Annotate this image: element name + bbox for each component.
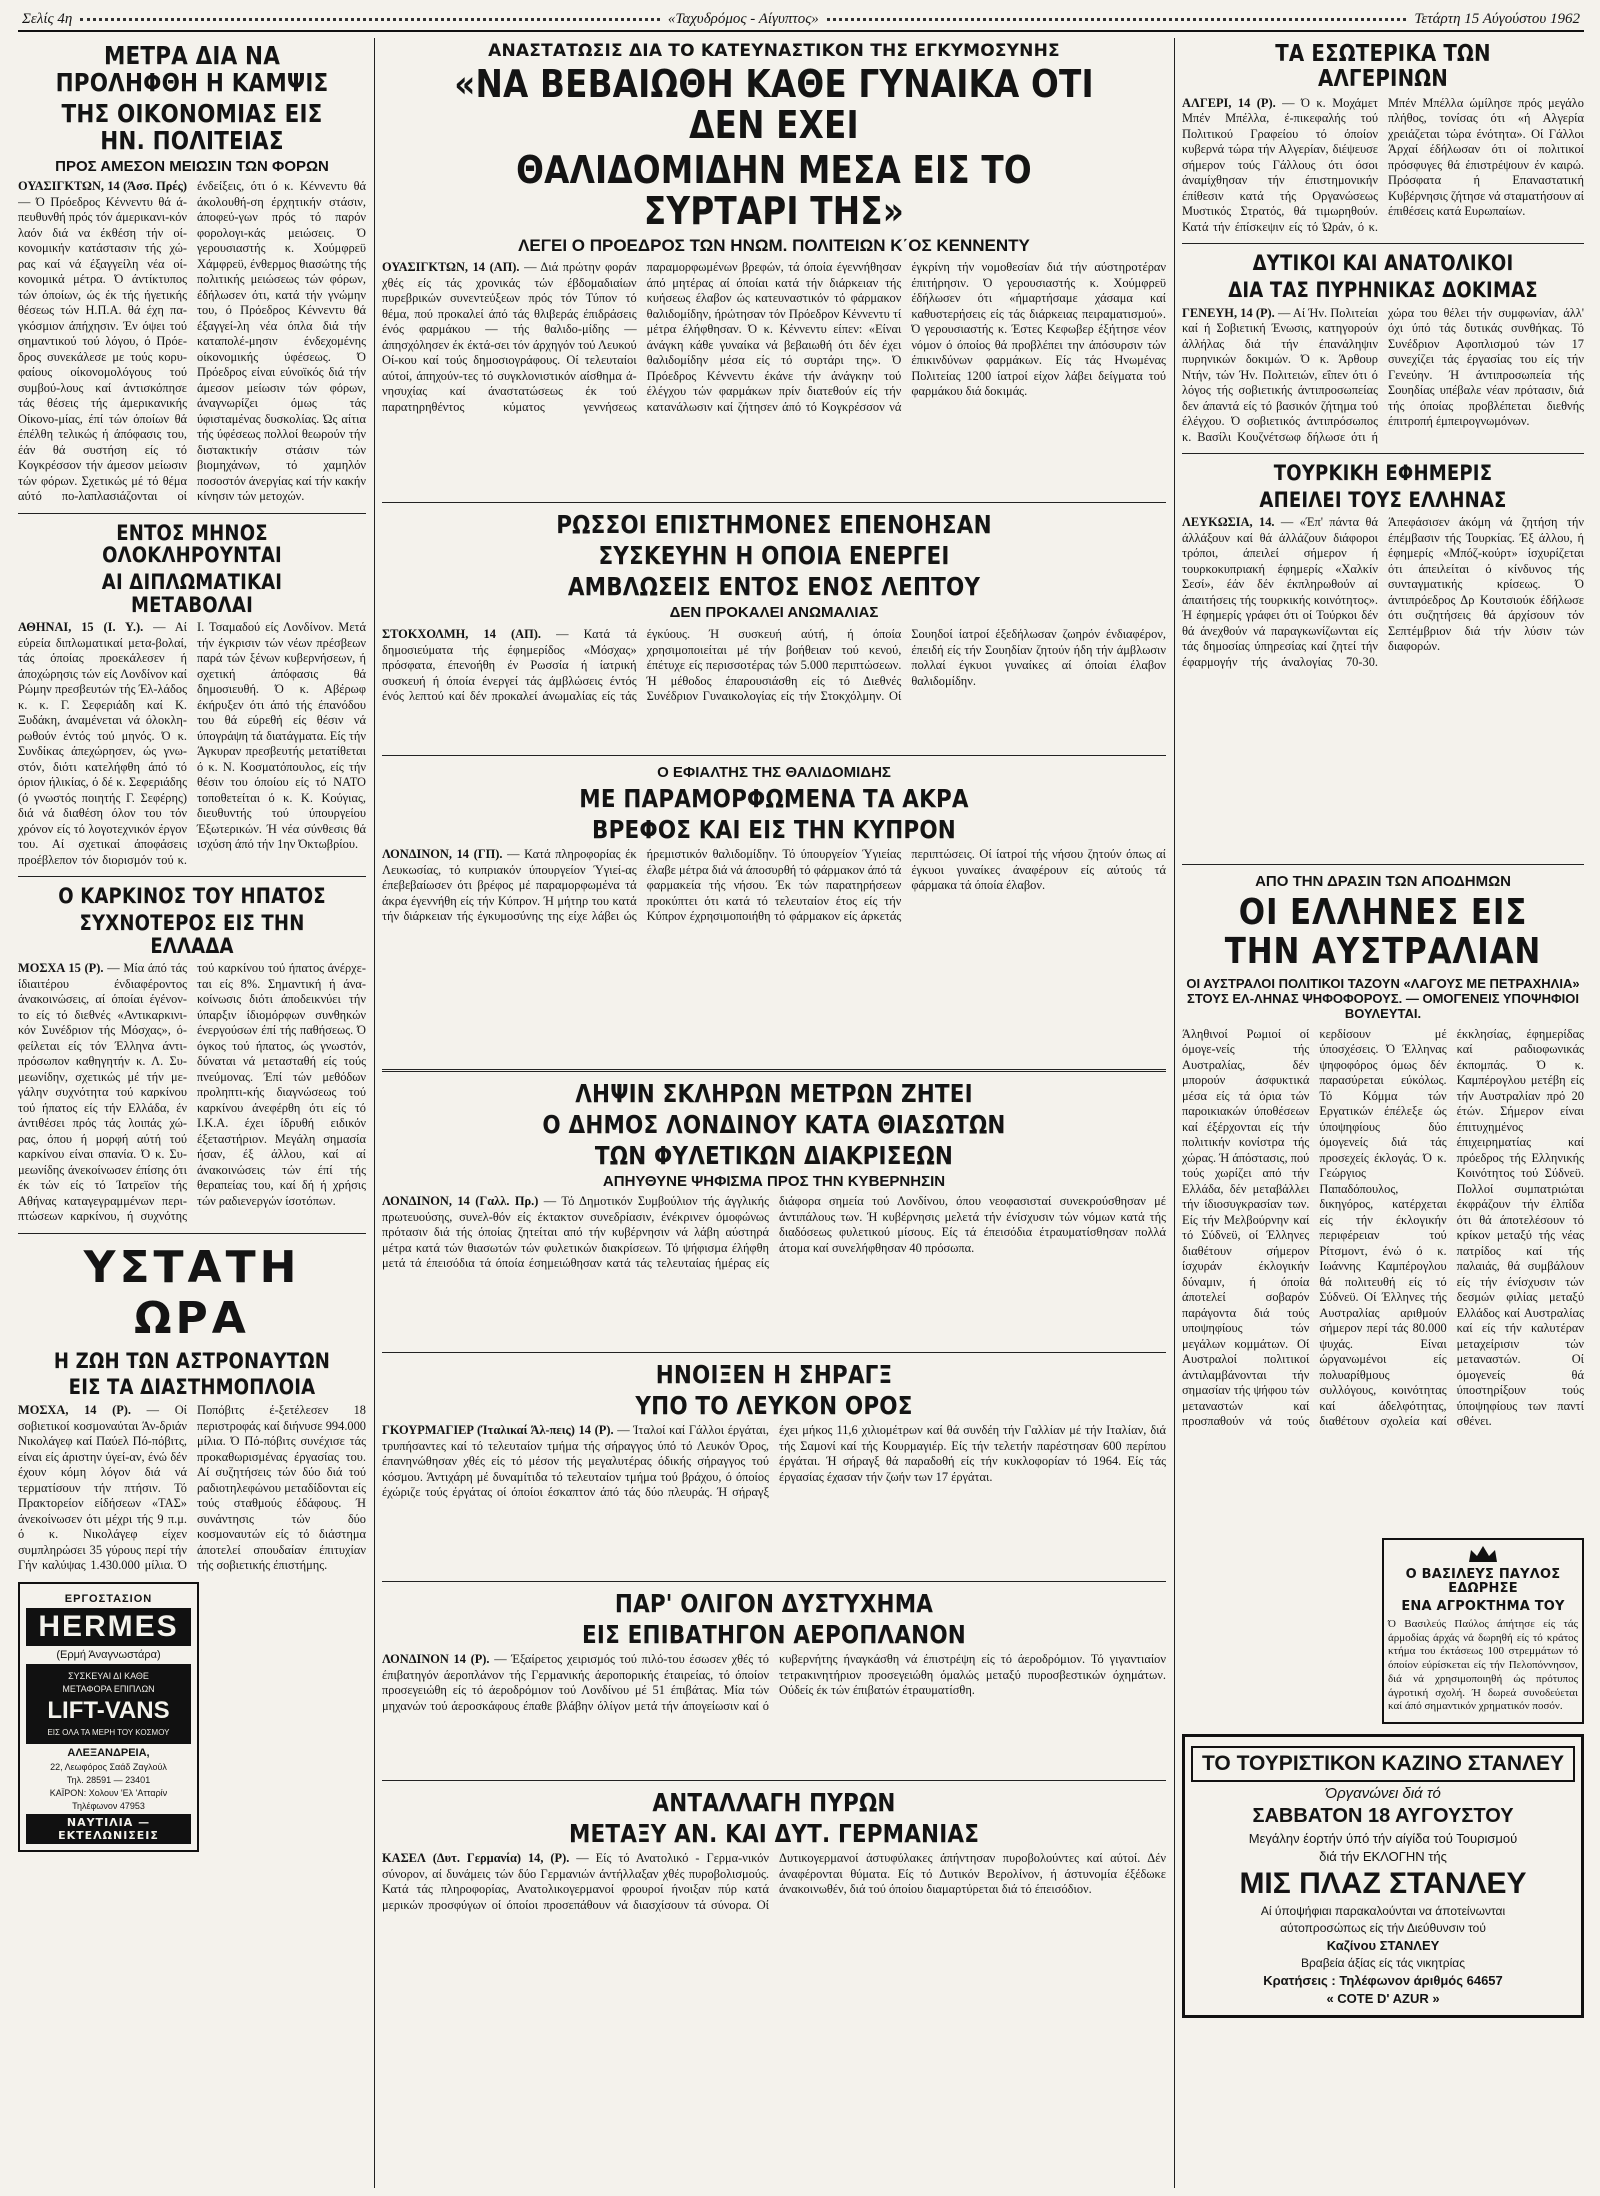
ad-address: ΚΑΪΡΟΝ: Χολουν 'Ελ 'Ατταρίν: [49, 1787, 168, 1798]
article-text: — Διά πρώτην φοράν χθές είς τάς χρονικάς τών έβδομαδιαίων πυρεβρικών συνεντεύξεων πρός τόν Τύπον τό θέμα, πού προκαλεί άπό τάς θλιβεράς έπιδράσεις ένός φαρμάκου — τής θαλιδο-μίδης — άπησχόλησεν έκ έκτά-σει τόν άρχηγόν τού Λευκού Οί-κου καί τούς δημοσιογράφους. Οί τελευταίοι αύτοί, άπηχούν-τες τό συγκλονιστικόν αίσθημα ά-νησυχίας καί άναστατώσεως έκ τού παρατηρηθέντος κύματος γεννήσεως παραμορφωμένων βρεφών, τά όποία έγεννήθησαν άπό μητέρας αί όποίαι κατά τήν διάρκειαν τής κυήσεως έλαβον ώς κατευναστικόν τό φάρμακον θαλιδομίδην, ήρώτησαν τόν Πρόεδρον Κέννεντυ τί μέτρα έλήφθησαν. Ό κ. Κέννεντυ είπεν: «Είναι άνάγκη κάθε γυναίκα νά βεβαιωθή ότι δέν έχει θαλιδομίδην μέσα είς τό συρτάρι της». Ό Πρόεδρος Κέννεντυ έκάνε τήν άνάγκην τού έλέγχου τών φαρμάκων πρίν διατεθούν είς τήν κατανάλωσιν καί ζήτησεν άπό τό Κογκρέσσον νά έγκρίνη τήν νομοθεσίαν διά τήν αύστηροτέραν έπιτήρησιν. Ό γερουσιαστής κ. Χούμφρεϋ έδήλωσεν ότι «ήμαρτήσαμε χάσαμα καί καθυστερήσεις είς τάς διάρκειας πειραματισμού». Ό γερουσιαστής κ. Έστες Κεφωβερ έξήτησε νέον νόμον ό όποίος θά προβλέπει την άπόσυρσιν τών έπικινδύνων φαρμάκων. Είς τάς Ηνωμένας Πολιτείας 1200 ίατροί είχον λάβει δείγματα τού φαρμάκου διά δοκιμάς.: [382, 260, 1166, 414]
masthead: [18, 8, 1584, 32]
headline: ΒΡΕΦΟΣ ΚΑΙ ΕΙΣ ΤΗΝ ΚΥΠΡΟΝ: [592, 815, 956, 845]
article-body: [18, 620, 366, 868]
article-germany-fire: [382, 1789, 1166, 1913]
divider: [18, 876, 366, 877]
divider: [382, 1780, 1166, 1781]
ad-event-name: ΜΙΣ ΠΛΑΖ ΣΤΑΝΛΕΥ: [1239, 1867, 1527, 1901]
column-center: [382, 38, 1166, 2188]
headline: Η ΖΩΗ ΤΩΝ ΑΣΤΡΟΝΑΥΤΩΝ: [53, 1348, 331, 1373]
article-text: — Τό Δημοτικόν Συμβούλιον τής άγγλικής πρωτευούσης, συνελ-θόν είς έκτακτον συνεδρίασιν, ένέκρινεν όμοφώνως πρότασιν διά τής όποίας ζητείται από τήν κυβέρνησιν νά λάβη αύστηρά μέτρα κατά τών θιασωτών τών φυλετικών διακρίσεων. Τό ψήφισμα έλήφθη μετά τά έπεισόδια τά όποία έσημειώθησαν κατά τάς τελευταίας ήμέρας είς διάφορα σημεία τού Λονδίνου, όπου νεοφασισταί συνεκρούσθησαν μέ άντιπάλους των. Ή κυβέρνησις μελετά τήν ένίσχυσιν τών νόμων κατά τής διαδόσεως φυλετικού μίσους. Είς τά έπεισόδια έτραυματίσθησαν πολλά άτομα καί συνελήφθησαν 40 πρόσωπα.: [382, 1194, 1166, 1271]
article-cancer: [18, 885, 366, 1225]
article-algeria: [1182, 42, 1584, 235]
article-cyprus-baby: [382, 764, 1166, 1061]
article-text: — Ίταλοί καί Γάλλοι έργάται, τρυπήσαντες καί τό τελευταίον τμήμα τής σήραγγος ύπό τό Λευκόν Όρος, έπανηνώθησαν χθές είς τό μέσον τής μεγαλυτέρας όδικής σήραγγος τού κόσμου. Άντιχάρη μέ δυναμίτιδα τό τελευταίον τμήμα τού βράχου, ό όποίος έχώριζε τούς έργάτας οί όποίοι έσκαπτον άπό τάς δύο πλευράς. Ή σήραγξ έχει μήκος 11,6 χιλιομέτρων καί θά συνδέη τήν Γαλλίαν μέ τήν Ιταλίαν, διά τής Σαμονί καί τής Κουρμαγιέρ. Είς τήν τελετήν παρέστησαν 600 περίπου έργάται. Ή σήραγξ θά παραδοθή είς τήν κυκλοφορίαν τό 1964. Είς τάς έργασίας έχασαν τήν ζωήν των 17 έργάται.: [382, 1423, 1166, 1500]
ad-text: Αί ύποψήφιαι παρακαλούνται να άποτείνωνται: [1260, 1904, 1506, 1919]
divider: [18, 513, 366, 514]
headline: ΜΕ ΠΑΡΑΜΟΡΦΩΜΕΝΑ ΤΑ ΑΚΡΑ: [579, 784, 969, 814]
article-economy: [18, 42, 366, 505]
ad-address: Τηλέφωνον 47953: [72, 1800, 145, 1811]
headline: ΗΝΟΙΞΕΝ Η ΣΗΡΑΓΞ: [655, 1360, 893, 1390]
headline: ΤΩΝ ΦΥΛΕΤΙΚΩΝ ΔΙΑΚΡΙΣΕΩΝ: [594, 1141, 954, 1171]
ad-address: 22, Λεωφόρος Σαάδ Ζαγλούλ: [50, 1761, 167, 1772]
article-text: Άληθινοί Ρωμιοί οί όμογε-νείς τής Αυστραλίας, δέν μπορούν άσφυκτικά μέσα είς τά όρια τών παροικιακών ύποθέσεων καί έξέρχονται είς τήν πολιτικήν κονίστρα τής χώρας. Ή άπόστασις, πού τούς χωρίζει από τήν Ελλάδα, δέν μεταβάλλει τήν ίδιοσυγκρασίαν των. Είς τήν Μελβούρνην καί τό Σύδνεϋ, οί Έλληνες διαθέτουν σήμερον ίσχυράν έκλογικήν δύναμιν, ή όποία άποτελεί σοβαρόν παράγοντα διά τούς υποψηφίους τών μεγάλων κομμάτων. Οί Αυστραλοί πολιτικοί άντιλαμβάνονται τήν σημασίαν τής ψήφου τών μεταναστών καί προσπαθούν νά τούς κερδίσουν μέ ύποσχέσεις. Ό Έλληνας ψηφοφόρος όμως δέν παρασύρεται εύκόλως. Τό Κόμμα τών Εργατικών έπέλεξε ώς ύποψηφίους δύο όμογενείς διά τάς προσεχείς έκλογάς. Ό κ. Γεώργιος Παπαδόπουλος, δικηγόρος, κατέρχεται είς τήν έκλογικήν περιφέρειαν τού Ρίτσμοντ, ένώ ό κ. Ιωάννης Καμπέρογλου θά πολιτευθή είς τό Σύδνεϋ. Οί Έλληνες τής Αυστραλίας αριθμούν σήμερον περί τάς 80.000 ψυχάς. Είναι ώργανωμένοι είς πολυαρίθμους συλλόγους, κοινότητας καί άδελφότητας, διαθέτουν σχολεία καί έκκλησίας, έφημερίδας καί ραδιοφωνικάς έκπομπάς. Ό κ. Καμπέρογλου μετέβη είς τήν Αυστραλίαν πρό 20 έτών. Σήμερον είναι έπιτυχημένος έπιχειρηματίας καί πρόεδρος τής Ελληνικής Κοινότητος τού Σύδνεϋ. Πολλοί συμπατριώται έκφράζουν τήν έλπίδα ότι θά άποτελέσουν τό κρίκον μεταξύ τής νέας πατρίδος καί τής παλαιάς, θά συμβάλουν είς τήν ένίσχυσιν τών δεσμών φιλίας μεταξύ Ελλάδος καί Αυστραλίας καί είς τήν καλυτέραν μεταχείρισιν τών μεταναστών. Οί όμογενείς θά ύποστηρίξουν τούς ύποψηφίους των παντί σθένει.: [1182, 1026, 1584, 1429]
dateline: ΜΟΣΧΑ, 14 (Ρ).: [18, 1403, 132, 1418]
headline: ΑΠΕΙΛΕΙ ΤΟΥΣ ΕΛΛΗΝΑΣ: [1259, 487, 1507, 512]
divider: [382, 1352, 1166, 1353]
article-body: [1182, 306, 1584, 446]
article-text: — Οί σοβιετικοί κοσμοναύται Άν-δριάν Νικολάγεφ καί Παύελ Πό-πόβιτς, είναι είς άριστην ύγεί-αν, ένώ δέν έχουν κόμη λόγον διά νά τερματίσουν τήν πτήσιν. Τό Πρακτορείον είδήσεων «ΤΑΣ» άνεκοίνωσεν ότι μέχρι τής 9 π.μ. ό κ. Νικολάγεφ είχεν συμπληρώσει 35 γύρους περί τήν Γήν καλύψας 1.430.000 μίλια. Ό Ποπόβιτς έ-ξετέλεσεν 18 περιστροφάς καί διήνυσε 994.000 μίλια. Ό Πό-πόβιτς συνέχισε τάς προκαθωρισμένας έργασίας του. Αί συζητήσεις τών δύο διά τού ραδιοτηλεφώνου μεταδίδονται είς τούς σταθμούς έδάφους. Ή συνάντησις τών δύο κοσμοναυτών είς τό διάστημα άποτελεί σπουδαίαν έπιτυχίαν τής σοβιετικής έπιστήμης.: [18, 1403, 366, 1573]
dateline: ΛΟΝΔΙΝΟΝ, 14 (Γαλλ. Πρ.): [382, 1194, 539, 1209]
dateline: ΜΟΣΧΑ 15 (Ρ).: [18, 961, 104, 976]
headline: ΜΕΤΡΑ ΔΙΑ ΝΑ ΠΡΟΛΗΦΘΗ Η ΚΑΜΨΙΣ: [55, 41, 329, 97]
advertisement-casino: [1182, 1734, 1584, 2018]
dateline: ΑΘΗΝΑΙ, 15 (Ι. Υ.).: [18, 620, 144, 635]
headline: ΣΥΧΝΟΤΕΡΟΣ ΕΙΣ ΤΗΝ ΕΛΛΑΔΑ: [79, 910, 305, 958]
article-body: [1182, 96, 1584, 236]
headline: ΕΝΤΟΣ ΜΗΝΟΣ ΟΛΟΚΛΗΡΟΥΝΤΑΙ: [102, 520, 282, 568]
headline: ΥΠΟ ΤΟ ΛΕΥΚΟΝ ΟΡΟΣ: [635, 1391, 913, 1421]
ad-brand-secondary: LIFT-VANS: [47, 1696, 170, 1724]
ad-venue: « COTE D' AZUR »: [1326, 1991, 1440, 2007]
masthead-rule: [80, 18, 660, 21]
article-body: [18, 1403, 366, 1574]
subheadline: ΔΕΝ ΠΡΟΚΑΛΕΙ ΑΝΩΜΑΛΙΑΣ: [669, 604, 879, 622]
headline: ΘΑΛΙΔΟΜΙΔΗΝ ΜΕΣΑ ΕΙΣ ΤΟ ΣΥΡΤΑΡΙ ΤΗΣ»: [516, 148, 1032, 234]
ad-text: αύτοπροσώπως είς τήν Διεύθυνσιν τού: [1280, 1921, 1486, 1936]
article-airplane: [382, 1590, 1166, 1772]
article-london-racism: [382, 1080, 1166, 1344]
kicker: ΑΠΟ ΤΗΝ ΔΡΑΣΙΝ ΤΩΝ ΑΠΟΔΗΜΩΝ: [1255, 873, 1511, 890]
divider: [382, 502, 1166, 503]
divider: [1182, 453, 1584, 454]
headline: «ΝΑ ΒΕΒΑΙΩΘΗ ΚΑΘΕ ΓΥΝΑΙΚΑ ΟΤΙ ΔΕΝ ΕΧΕΙ: [454, 62, 1094, 148]
headline: ΕΝΑ ΑΓΡΟΚΤΗΜΑ ΤΟΥ: [1401, 1598, 1565, 1614]
dateline: ΓΕΝΕΥΗ, 14 (Ρ).: [1182, 305, 1275, 320]
article-text: — Αί εύρεία διπλωματικαί μετα-βολαί, τάς όποίας προεκάλεσεν ή άποχώρησις τών είς Λονδίνον καί Ρώμην πρεσβευτών τής Έλ-λάδος κ. κ. Γ. Σεφεριάδη καί Κ. Ξυδάκη, άναμένεται νά όλοκλη-ρωθούν έντός τού μηνός. Ό κ. Συνδίκας άπεχώρησεν, ώς γνω-στόν, διότι κατελήφθη άπό τό όριον ήλικίας, ό δέ κ. Σεφεριάδης (ό γνωστός ποιητής Γ. Σεφέρης) διά νά διαθέση όλον του τόν χρόνον είς τό λογοτεχνικόν έργον του. Αί σχετικαί άποφάσεις προέβλεπον τόν διορισμόν τού κ. Ι. Τσαμαδού είς Λονδίνον. Μετά τήν έγκρισιν τών νέων πρέσβεων παρά τών ξένων κυβερνήσεων, ή σχετική άπόφασις θά δημοσιευθή. Ό κ. Αβέρωφ έκήρυξεν ότι άπό τής έπανόδου του θά εύρεθή είς θέσιν νά ύπογράψη τά διατάγματα. Είς τήν Άγκυραν πρεσβευτής μετατίθεται ό κ. Ν. Κοσματόπουλος, είς τήν θέσιν του όποίου είς τό ΝΑΤΟ τοποθετείται ό κ. Κ. Κούγιας, διευθυντής τού ύπουργείου Έξωτερικών. Ή νέα σύνθεσις θά ισχύση άπό τήν 1ην Όκτωβρίου.: [18, 620, 366, 867]
article-soviet-device: [382, 511, 1166, 621]
article-text: — Αί Ήν. Πολιτείαι καί ή Σοβιετική Ένωσις, κατηγορούν άλλήλας διά τήν έπανάληψιν πυρηνικών δοκιμών. Ό κ. Άρθουρ Ντήν, τών Ήν. Πολιτειών, εΐπεν ότι ό λόγος τής σοβιετικής άντιπροσωπείας δεν άπαντά είς τό βασικόν ζήτημα τού έλέγχου. Ό σοβιετικός άντιπρόσωπος κ. Βασίλι Κουζνέτσωφ δήλωσε ότι ή χώρα του θέλει τήν συμφωνίαν, άλλ' όχι ύπό τάς δυτικάς συνθήκας. Τό Συνέδριον Αφοπλισμού τών 17 συνεχίζει τάς έργασίας του είς τήν Γενεύην. Ή άντιπροσωπεία τής Σουηδίας υπέβαλε νέαν πρότασιν, διά τής όποίας προβλέπεται διεθνής έπιτροπή έμπειρογνωμόνων.: [1182, 305, 1584, 444]
headline: ΜΕΤΑΞΥ ΑΝ. ΚΑΙ ΔΥΤ. ΓΕΡΜΑΝΙΑΣ: [568, 1819, 980, 1849]
section-title: ΥΣΤΑΤΗ ΩΡΑ: [83, 1241, 301, 1344]
article-text: — Κατά τά δημοσιεύματα τής έφημερίδος «Μόσχας» πρόσφατα, έπενοήθη έν Ρωσσία ή ίατρική συσκευή ή όποία ένεργεί τάς άμβλώσεις έντός ένός λεπτού καί δέν προκαλεί άνωμαλίας είς τάς έγκύους. Ή συσκευή αύτή, ή όποία χρησιμοποιείται μέ τήν βοήθειαν τού κενού, έπέτυχε είς περισσοτέρας τών 5.000 περιπτώσεων. Ή μέθοδος έπαρουσιάσθη είς τό Διεθνές Συνέδριον Γυναικολογίας είς τήν Στοκχόλμην. Οί Σουηδοί ίατροί έξεδήλωσαν ζωηρόν ένδιαφέρον, έπειδή είς τήν Σουηδίαν ζητούν ήδη τήν άμβλωσιν πολλαί έγκυοι γυναίκες αί όποίαι έλαβον θαλιδομίδην.: [382, 627, 1166, 704]
row-left: [382, 494, 1166, 627]
ad-city: ΑΛΕΞΑΝΔΡΕΙΑ,: [67, 1746, 150, 1759]
article-body: [18, 179, 366, 505]
article-nuclear-tests: [1182, 252, 1584, 445]
headline: ΤΟΥΡΚΙΚΗ ΕΦΗΜΕΡΙΣ: [1273, 461, 1493, 485]
advertisement-hermes: [18, 1582, 199, 1852]
ad-text: ΜΕΤΑΦΟΡΑ ΕΠΙΠΛΩΝ: [62, 1683, 155, 1694]
ad-dark-panel: [26, 1664, 191, 1744]
divider: [382, 1069, 1166, 1072]
column-rule: [374, 38, 375, 2188]
ad-text: Μεγάλην έορτήν ύπό τήν αίγίδα τού Τουρισμού: [1248, 1831, 1518, 1847]
columns: [18, 38, 1584, 2188]
ad-phone: Κρατήσεις : Τηλέφωνον άριθμός 64657: [1263, 1973, 1503, 1989]
headline: Ο ΔΗΜΟΣ ΛΟΝΔΙΝΟΥ ΚΑΤΑ ΘΙΑΣΩΤΩΝ: [542, 1110, 1006, 1140]
article-body: [382, 847, 1166, 1061]
article-body: [382, 1194, 1166, 1344]
newspaper-page: [18, 8, 1584, 2188]
article-text: — Κατά πληροφορίας έκ Λευκωσίας, τό κυπριακόν ύπουργείον Ύγιεί-ας έπεβεβαίωσεν ότι βρέφος μέ παραμορφωμένα τά άκρα έγεννήθη είς τήν Κύπρον. Ή μήτηρ του κατά τήν διάρκειαν τής έγκυμοσύνης της είχε λάβει ώς ήρεμιστικόν θαλιδομίδην. Τό ύπουργείον Ύγιείας έλαβε μέτρα διά νά άποσυρθή τό φάρμακον άπό τά φαρμακεία τής νήσου. Έκ τών παρατηρήσεων προκύπτει ότι κατά τό τελευταίον έτος είς τήν Κύπρον έχρησιμοποιήθη τό φάρμακον είς άρκετάς περιπτώσεις. Οί ίατροί τής νήσου ζητούν όπως αί έγκυοι γυναίκες άναφέρουν είς αύτούς τά φάρμακα τά όποία έλαβον.: [382, 847, 1166, 924]
ad-text: Βραβεία άξίας είς τάς νικητρίας: [1300, 1956, 1466, 1971]
divider: [18, 1233, 366, 1234]
crown-icon: [1467, 1544, 1499, 1564]
ad-title: ΤΟ ΤΟΥΡΙΣΤΙΚΟΝ ΚΑΖΙΝΟ ΣΤΑΝΛΕΥ: [1191, 1746, 1575, 1782]
ad-text: ΕΙΣ ΟΛΑ ΤΑ ΜΕΡΗ ΤΟΥ ΚΟΣΜΟΥ: [47, 1727, 170, 1737]
headline: ΠΑΡ' ΟΛΙΓΟΝ ΔΥΣΤΥΧΗΜΑ: [614, 1589, 934, 1619]
headline: Ο ΚΑΡΚΙΝΟΣ ΤΟΥ ΗΠΑΤΟΣ: [58, 884, 326, 909]
dateline: ΓΚΟΥΡΜΑΓΙΕΡ (Ίταλικαί Άλ-πεις) 14 (Ρ).: [382, 1423, 614, 1438]
row-split: [382, 494, 1166, 627]
article-body: [1182, 1027, 1584, 1532]
article-text: — Είς τό Ανατολικό - Γερμα-νικόν σύνορον, αί δυνάμεις τών δύο Γερμανιών άντήλλαξαν χθές πυροβολισμούς. Κατά τάς πληροφορίας, Ανατολικογερμανοί φρουροί ήνοιξαν πύρ κατά μερικών προσφύγων οί όποίοι προσεπάθουν νά διασχίσουν τά σύνορα. Οί Δυτικογερμανοί άστυφύλακες άπήντησαν πυροβολούντες καί αύτοί. Δέν άναφέρονται θύματα. Είς τό Δυτικόν Βερολίνον, ή άστυνομία έξέδωκε άνακοινωθέν, διά τού όποίου διαμαρτύρεται διά τό έπεισόδιον.: [382, 1851, 1166, 1912]
article-text: — Μία άπό τάς ίδιαιτέρου ένδιαφέροντος άνακοινώσεις, αί όποίαι έγένον-το είς τό διεθνές «Αντικαρκινι-κόν Συνέδριον τής Μόσχας», ό-φείλεται είς τόν Έλληνα άντι-πρόσωπον καθηγητήν κ. Λ. Συ-μεωνίδην, σχετικώς μέ τήν με-γάλην συχνότητα τού καρκίνου τού ήπατος είς τήν Ελλάδα, έν άντιθέσει πρός τάς λοιπάς χώ-ρας, όπου ή μορφή αύτή τού καρκίνου είναι σπανία. Ό κ. Συ-μεωνίδης άνεκοίνωσεν έπίσης ότι έκ τών είς τό Ίατρεϊον τής Αθήνας καταγεγραμμένων περι-πτώσεων καρκίνου, ή συχνότης τού καρκίνου τού ήπατος άνέρχε-ται είς 8%. Σημαντική ή άνα-κοίνωσις διότι άποδεικνύει τήν ύπαρξιν ίδιομόρφων συνθηκών ένεργούσων έπί τής παθήσεως. Ό όγκος τού ήπατος, ώς γνωστόν, δύναται νά μετασταθή είς τούς πνεύμονας. Έπί τών μεθόδων προληπτι-κής διαγνώσεως τού καρκίνου άνεφέρθη ότι είς τό I.K.A. έχει ίδρυθή ειδικόν έξεταστήριον. Μεγάλη σημασία ήσαν, έξ άλλου, καί αί άνακοινώσεις τών έπί τής θεραπείας του, καί δή ή χρήσις τών ραδιενεργών ίσοτόπων.: [18, 961, 366, 1224]
subheadline: ΛΕΓΕΙ Ο ΠΡΟΕΔΡΟΣ ΤΩΝ ΗΝΩΜ. ΠΟΛΙΤΕΙΩΝ Κ΄ΟΣ ΚΕΝΝΕΝΤΥ: [518, 236, 1030, 256]
article-australia: [1182, 864, 1584, 2018]
article-text: — Ό Πρόεδρος Κέννεντυ θά ά-πευθυνθή πρός τόν άμερικανι-κόν λαόν διά να έκθέση τήν οί-κονομικήν κατάστασιν τής χώ-ρας καί νά έξαγγείλη νέα οί-κονομικά μέτρα. Ό άντίκτυπος τών όποίων, ώς έκ τής ήγετικής θέσεως τών Η.Π.Α. θά έχη πα-γκόσμιον άπήχησιν. Έν όψει τού σημαντικού τού λόγου, ό Πρόε-δρος συνεκάλεσε με τούς κορυ-φαίους οίκονομολόγους τού συμβού-λους καί άντισκόπησε τάς θέσεις τής άμερικανικής Οίκονο-μίας, έπί τών όποίων θά έπέλθη τελικώς ή άπόφασις του, έάν θά συστήση είς τό Κογκρέσσον τήν άμεσον μείωσιν τών φόρων. Σχετικώς μέ τό θέμα αύτό πο-λαπλασιάζονται οί ένδείξεις, ότι ό κ. Κέννεντυ θά άκολουθή-ση έρχητικήν στάσιν, άποφεύ-γων πρός τό παρόν φορολογι-κάς μειώσεις. Ό γερουσιαστής κ. Χούμφρεϋ Χάμφρεϋ, ένθερμος θιασώτης τής πολιτικής μειώσεως τών φόρων, έδήλωσεν ότι, κατά τήν γνώμην του, ό Πρόεδρος Κέννεντυ θά έξαγγεί-λη νέα όπλα διά τήν καταπολέ-μησιν ένδεχομένης οίκονομικής ύφέσεως. Ό Πρόεδρος είναι εύνοϊκός διά τήν άμεσον μείωσιν τών φόρων, άναγνωρίζει όμως τάς ύφισταμένας δυσκολίας. Ώς αίτια τής ύφέσεως πολλοί θεωρούν τήν διστακτικήν στάσιν τών βιομηχάνων, τό χαμηλόν ποσοστόν άνεργίας καί τήν κακήν κίνησιν τών μετοχών.: [18, 179, 366, 503]
article-text: — Ό κ. Μοχάμετ Μπέν Μπέλλα, έ-πικεφαλής τού Πολιτικού Γραφείου τό όποίον κυβερνά τώρα τήν Αλγερίαν, διέψευσε σήμερον τούς Γάλλους ότι όσοι άναμίχθησαν τήν έπιστημονικήν έπίθεσιν κατά τής Οργανώσεως Μυστικός Στρατός, θά τιμωρηθούν. Κατά τήν έπίσκεψιν είς τό Ώράν, ό κ. Μπέν Μπέλλα ώμίλησε πρός μεγάλο πλήθος, τονίσας ότι «ή Αλγερία χρειάζεται τώρα ένότητα». Οί Γάλλοι Άρχαί έδήλωσαν ότι οί πολιτικοί πρόσφυγες θά έπιστρέψουν έν καιρώ. Πρόσφατα ή Επαναστατική Κυβέρνησις ζήτησε νά σταματήσουν αί έπιθέσεις κατά Ευρωπαίων.: [1182, 95, 1584, 234]
divider: [382, 1581, 1166, 1582]
ad-text: ΣΥΣΚΕΥΑΙ ΔΙ ΚΑΘΕ: [68, 1670, 149, 1681]
paper-name: «Ταχυδρόμος - Αίγυπτος»: [667, 10, 819, 27]
article-text: — Έξαίρετος χειρισμός τού πιλό-του έσωσεν χθές τό έπιβατηγόν άεροπλάνον τής Γερμανικής άεροπορικής έταιρείας, τό όποίον προσεγειώθη είς τό άεροδρόμιον τού Λονδίνου μέ 51 έπιβάτας. Μία τών μηχανών τού άεροσκάφους έπαθε βλάβην όλίγον μετά τήν άπογείωσιν καί ό κυβερνήτης ήναγκάσθη νά έπιστρέψη είς τό άεροδρόμιον. Τό γιγαντιαίον τετρακινητήριον προσεγειώθη όμαλώς μεταξύ πυροσβεστικών όχημάτων. Ούδείς έκ τών έπιβατών έτραυματίσθη.: [382, 1652, 1166, 1713]
dateline: ΚΑΣΕΛ (Δυτ. Γερμανία) 14, (Ρ).: [382, 1851, 570, 1866]
ad-text: Καζίνου ΣΤΑΝΛΕΥ: [1326, 1938, 1440, 1954]
ad-label: ΕΡΓΟΣΤΑΣΙΟΝ: [64, 1592, 153, 1605]
article-diplomatic: [18, 522, 366, 869]
page-number: Σελίς 4η: [22, 10, 73, 27]
dateline: ΛΟΝΔΙΝΟΝ, 14 (ΓΠ).: [382, 847, 503, 862]
headline: ΑΝΤΑΛΛΑΓΗ ΠΥΡΩΝ: [652, 1788, 896, 1818]
ad-text: διά τήν ΕΚΛΟΓΗΝ τής: [1319, 1849, 1447, 1865]
article-body: [382, 1851, 1166, 1913]
dateline: ΣΤΟΚΧΟΛΜΗ, 14 (ΑΠ).: [382, 627, 541, 642]
article-body: [382, 1423, 1166, 1573]
headline: ΛΗΨΙΝ ΣΚΛΗΡΩΝ ΜΕΤΡΩΝ ΖΗΤΕΙ: [575, 1079, 973, 1109]
article-astronauts: [18, 1242, 366, 1574]
headline: ΣΥΣΚΕΥΗΝ Η ΟΠΟΙΑ ΕΝΕΡΓΕΙ: [598, 541, 950, 571]
article-body: [1182, 515, 1584, 670]
divider: [1182, 243, 1584, 244]
issue-date: Τετάρτη 15 Αύγούστου 1962: [1414, 10, 1581, 27]
headline: ΑΙ ΔΙΠΛΩΜΑΤΙΚΑΙ ΜΕΤΑΒΟΛΑΙ: [101, 569, 283, 617]
article-tunnel: [382, 1361, 1166, 1573]
article-king-paul: [1382, 1538, 1584, 1724]
ad-brand: HERMES: [26, 1608, 191, 1646]
headline: ΤΗΣ ΟΙΚΟΝΟΜΙΑΣ ΕΙΣ ΗΝ. ΠΟΛΙΤΕΙΑΣ: [61, 99, 323, 155]
subheadline: ΠΡΟΣ ΑΜΕΣΟΝ ΜΕΙΩΣΙΝ ΤΩΝ ΦΟΡΩΝ: [55, 158, 329, 175]
article-body: [382, 1652, 1166, 1772]
dateline: ΛΕΥΚΩΣΙΑ, 14.: [1182, 515, 1275, 530]
headline: ΤΑ ΕΣΩΤΕΡΙΚΑ ΤΩΝ ΑΛΓΕΡΙΝΩΝ: [1275, 41, 1491, 92]
article-body: [18, 961, 366, 1225]
kicker: Ο ΕΦΙΑΛΤΗΣ ΤΗΣ ΘΑΛΙΔΟΜΙΔΗΣ: [657, 764, 891, 782]
ad-date: ΣΑΒΒΑΤΟΝ 18 ΑΥΓΟΥΣΤΟΥ: [1252, 1805, 1514, 1828]
headline: ΔΙΑ ΤΑΣ ΠΥΡΗΝΙΚΑΣ ΔΟΚΙΜΑΣ: [1228, 277, 1538, 302]
headline: ΡΩΣΣΟΙ ΕΠΙΣΤΗΜΟΝΕΣ ΕΠΕΝΟΗΣΑΝ: [556, 510, 992, 540]
headline: ΟΙ ΕΛΛΗΝΕΣ ΕΙΣ ΤΗΝ ΑΥΣΤΡΑΛΙΑΝ: [1224, 892, 1542, 972]
ad-bar: ΝΑΥΤΙΛΙΑ — ΕΚΤΕΛΩΝΙΣΕΙΣ: [26, 1814, 191, 1844]
subheadline: ΟΙ ΑΥΣΤΡΑΛΟΙ ΠΟΛΙΤΙΚΟΙ ΤΑΖΟΥΝ «ΛΑΓΟΥΣ ΜΕ ΠΕΤΡΑΧΗΛΙΑ» ΣΤΟΥΣ ΕΛ-ΛΗΝΑΣ ΨΗΦΟΦΟΡΟΥΣ. — ΟΜΟΓΕΝΕΙΣ ΥΠΟΨΗΦΙΟΙ ΒΟΥΛΕΥΤΑΙ.: [1186, 975, 1580, 1021]
article-turkish-paper: [1182, 462, 1584, 670]
article-thalidomide: [382, 42, 1166, 488]
headline: ΕΙΣ ΤΑ ΔΙΑΣΤΗΜΟΠΛΟΙΑ: [68, 1375, 316, 1400]
subheadline: ΑΠΗΥΘΥΝΕ ΨΗΦΙΣΜΑ ΠΡΟΣ ΤΗΝ ΚΥΒΕΡΝΗΣΙΝ: [602, 1173, 946, 1191]
article-text: Ό Βασιλεύς Παύλος άπήτησε είς τάς άρμοδίας άρχάς νά δωρηθή είς τό κράτος κτήμα του έκτάσεως 100 στρεμμάτων τό όποίον εύρίσκεται είς τήν Πελοπόννησον, διά νά χρησιμοποιηθή ώς πρότυπος άγροτική σχολή. Ή δωρεά συνοδεύεται καί άπό σημαντικόν χρηματικόν ποσόν.: [1388, 1617, 1578, 1713]
column-rule: [1174, 38, 1175, 2188]
column-left: [18, 38, 366, 2188]
masthead-rule: [827, 18, 1407, 21]
kicker: ΑΝΑΣΤΑΤΩΣΙΣ ΔΙΑ ΤΟ ΚΑΤΕΥΝΑΣΤΙΚΟΝ ΤΗΣ ΕΓΚΥΜΟΣΥΝΗΣ: [488, 41, 1060, 61]
headline: Ο ΒΑΣΙΛΕΥΣ ΠΑΥΛΟΣ ΕΔΩΡΗΣΕ: [1405, 1566, 1561, 1596]
dateline: ΟΥΑΣΙΓΚΤΩΝ, 14 (ΑΠ).: [382, 260, 520, 275]
dateline: ΛΟΝΔΙΝΟΝ 14 (Ρ).: [382, 1652, 490, 1667]
article-body: [382, 260, 1166, 488]
divider: [382, 755, 1166, 756]
headline: ΔΥΤΙΚΟΙ ΚΑΙ ΑΝΑΤΟΛΙΚΟΙ: [1252, 251, 1514, 276]
dateline: ΑΛΓΕΡΙ, 14 (Ρ).: [1182, 95, 1276, 110]
ad-address: Τηλ. 28591 — 23401: [66, 1774, 151, 1785]
ad-subtitle: (Ερμή Άναγνωστάρα): [56, 1648, 161, 1661]
ad-text: Όργανώνει διά τό: [1325, 1785, 1441, 1803]
headline: ΑΜΒΛΩΣΕΙΣ ΕΝΤΟΣ ΕΝΟΣ ΛΕΠΤΟΥ: [567, 572, 981, 602]
headline: ΕΙΣ ΕΠΙΒΑΤΗΓΟΝ ΑΕΡΟΠΛΑΝΟΝ: [582, 1620, 966, 1650]
article-text: — «Έπ' πάντα θά άλλάξουν καί θά άλλάζουν διάφοροι τρόποι, άπειλεί σήμερον ή τουρκοκυπριακή έφημερίς «Χαλκίν Σεσί», έάν δέν έκπληρωθούν αί άπαιτήσεις τής τουρκικής κοινότητος». Ή έφημερίς γράφει ότι οί Τούρκοι δέν θά άνεχθούν νά παραγκωνίζωνται είς τάς δημοσίας ύπηρεσίας καί ζητεί τήν έφαρμογήν τής άναλογίας 70-30. Άπεφάσισεν άκόμη νά ζητήση τήν έπέμβασιν τής Τουρκίας. Έξ άλλου, ή έφημερίς «Μπόζ-κούρτ» ίσχυρίζεται ότι άπειλείται ό κίνδυνος τής συνταγματικής κρίσεως. Ό άντιπρόεδρος Δρ Κουτσιούκ έδήλωσε ότι συζητήσεις θά άρχίσουν τόν Σεπτέμβριον διά τήν λύσιν τών διαφορών.: [1182, 515, 1584, 669]
dateline: ΟΥΑΣΙΓΚΤΩΝ, 14 (Άσσ. Πρές): [18, 179, 187, 193]
article-body: [382, 627, 1166, 747]
